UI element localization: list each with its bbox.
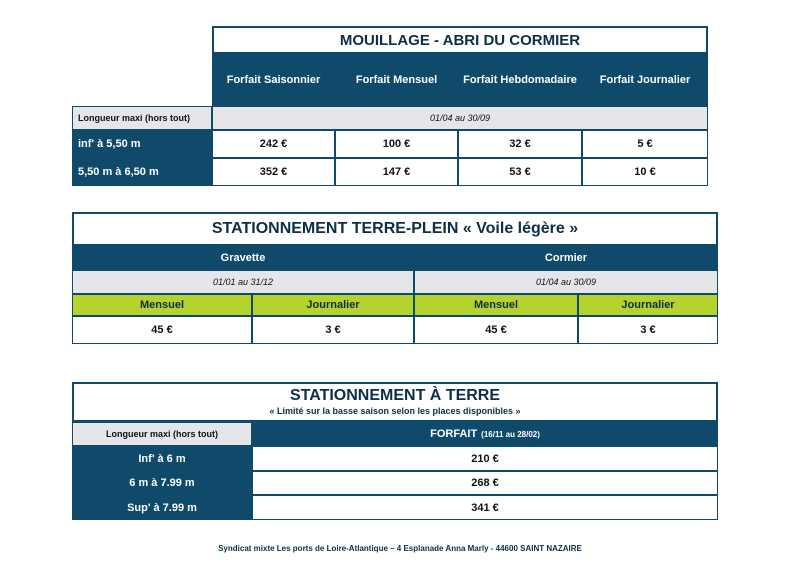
price-cell: 45 € xyxy=(72,316,252,344)
col-forfait-journalier: Forfait Journalier xyxy=(582,54,708,106)
price-cell: 268 € xyxy=(252,471,718,495)
price-cell: 45 € xyxy=(414,316,578,344)
col-mensuel: Mensuel xyxy=(414,294,578,316)
price-cell: 5 € xyxy=(582,130,708,158)
group-gravette: Gravette xyxy=(72,246,414,270)
forfait-period: (16/11 au 28/02) xyxy=(481,429,540,439)
col-mensuel: Mensuel xyxy=(72,294,252,316)
a-terre-header xyxy=(72,382,718,422)
forfait-label: FORFAIT xyxy=(430,428,478,440)
price-cell: 352 € xyxy=(212,158,335,186)
col-forfait-mensuel: Forfait Mensuel xyxy=(335,54,458,106)
period-cormier: 01/04 au 30/09 xyxy=(414,270,718,294)
row-label-header: Longueur maxi (hors tout) xyxy=(72,106,212,130)
a-terre-subtitle: « Limité sur la basse saison selon les places disponibles » xyxy=(269,406,521,416)
group-cormier: Cormier xyxy=(414,246,718,270)
row-label: 5,50 m à 6,50 m xyxy=(72,158,212,186)
price-cell: 53 € xyxy=(458,158,582,186)
forfait-header xyxy=(252,422,718,446)
col-journalier: Journalier xyxy=(578,294,718,316)
a-terre-title: STATIONNEMENT À TERRE xyxy=(289,387,501,404)
row-label: Sup' à 7.99 m xyxy=(72,495,252,520)
row-label: inf' à 5,50 m xyxy=(72,130,212,158)
price-cell: 100 € xyxy=(335,130,458,158)
price-cell: 3 € xyxy=(578,316,718,344)
price-cell: 32 € xyxy=(458,130,582,158)
price-cell: 210 € xyxy=(252,446,718,471)
period-gravette: 01/01 au 31/12 xyxy=(72,270,414,294)
price-cell: 341 € xyxy=(252,495,718,520)
mouillage-title: MOUILLAGE - ABRI DU CORMIER xyxy=(212,26,708,54)
price-cell: 242 € xyxy=(212,130,335,158)
col-forfait-saisonnier: Forfait Saisonnier xyxy=(212,54,335,106)
period-label: 01/04 au 30/09 xyxy=(212,106,708,130)
terre-plein-title: STATIONNEMENT TERRE-PLEIN « Voile légère » xyxy=(72,212,718,246)
footer-address: Syndicat mixte Les ports de Loire-Atlantique – 4 Esplanade Anna Marly - 44600 SAINT NAZAIRE xyxy=(218,544,582,553)
row-label-header: Longueur maxi (hors tout) xyxy=(72,422,252,446)
row-label: 6 m à 7.99 m xyxy=(72,471,252,495)
price-cell: 147 € xyxy=(335,158,458,186)
col-forfait-hebdomadaire: Forfait Hebdomadaire xyxy=(458,54,582,106)
price-cell: 10 € xyxy=(582,158,708,186)
row-label: Inf' à 6 m xyxy=(72,446,252,471)
price-cell: 3 € xyxy=(252,316,414,344)
col-journalier: Journalier xyxy=(252,294,414,316)
